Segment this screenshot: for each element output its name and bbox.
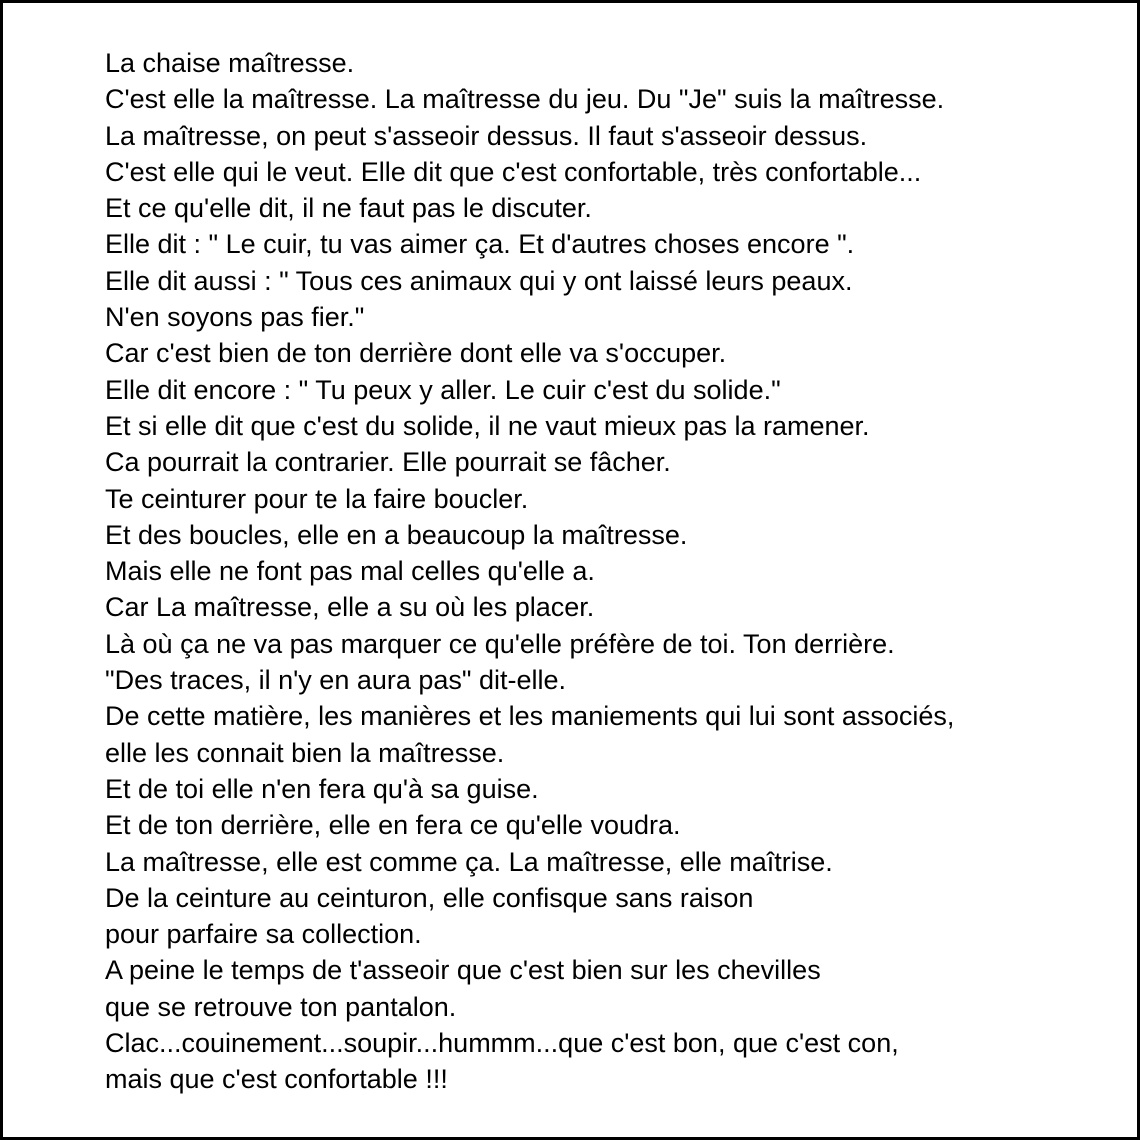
poem-line: Elle dit aussi : " Tous ces animaux qui y ont laissé leurs peaux.: [105, 265, 853, 296]
poem-line: La maîtresse, on peut s'asseoir dessus. Il faut s'asseoir dessus.: [105, 120, 868, 151]
poem-line: Et des boucles, elle en a beaucoup la maîtresse.: [105, 519, 688, 550]
poem-line: Elle dit : " Le cuir, tu vas aimer ça. Et d'autres choses encore ".: [105, 229, 855, 260]
poem-line: Clac...couinement...soupir...hummm...que c'est bon, que c'est con,: [105, 1028, 899, 1059]
poem-line: elle les connait bien la maîtresse.: [105, 737, 505, 768]
poem-line: Ca pourrait la contrarier. Elle pourrait se fâcher.: [105, 447, 671, 478]
poem-line: pour parfaire sa collection.: [105, 919, 422, 950]
poem-line: Et de toi elle n'en fera qu'à sa guise.: [105, 773, 539, 804]
poem-line: Te ceinturer pour te la faire boucler.: [105, 483, 529, 514]
poem-line: Et ce qu'elle dit, il ne faut pas le discuter.: [105, 193, 592, 224]
poem-text: [105, 45, 954, 1098]
poem-line: Car La maîtresse, elle a su où les placer.: [105, 592, 595, 623]
poem-line: De cette matière, les manières et les maniements qui lui sont associés,: [105, 701, 955, 732]
poem-line: N'en soyons pas fier.": [105, 302, 365, 333]
poem-line: Là où ça ne va pas marquer ce qu'elle préfère de toi. Ton derrière.: [105, 628, 895, 659]
poem-line: De la ceinture au ceinturon, elle confisque sans raison: [105, 882, 754, 913]
poem-line: "Des traces, il n'y en aura pas" dit-elle.: [105, 665, 567, 696]
poem-line: Car c'est bien de ton derrière dont elle va s'occuper.: [105, 338, 727, 369]
poem-line: mais que c'est confortable !!!: [105, 1064, 448, 1095]
poem-line: C'est elle qui le veut. Elle dit que c'est confortable, très confortable...: [105, 156, 922, 187]
poem-line: La chaise maîtresse.: [105, 48, 355, 78]
poem-line: Et de ton derrière, elle en fera ce qu'elle voudra.: [105, 810, 681, 841]
poem-line: que se retrouve ton pantalon.: [105, 991, 457, 1022]
poem-line: La maîtresse, elle est comme ça. La maîtresse, elle maîtrise.: [105, 846, 833, 877]
poem-line: C'est elle la maîtresse. La maîtresse du jeu. Du "Je" suis la maîtresse.: [105, 84, 945, 115]
poem-line: Mais elle ne font pas mal celles qu'elle a.: [105, 556, 595, 587]
poem-line: Et si elle dit que c'est du solide, il ne vaut mieux pas la ramener.: [105, 410, 870, 441]
poem-line: A peine le temps de t'asseoir que c'est bien sur les chevilles: [105, 955, 821, 986]
poem-line: Elle dit encore : " Tu peux y aller. Le cuir c'est du solide.": [105, 374, 781, 405]
